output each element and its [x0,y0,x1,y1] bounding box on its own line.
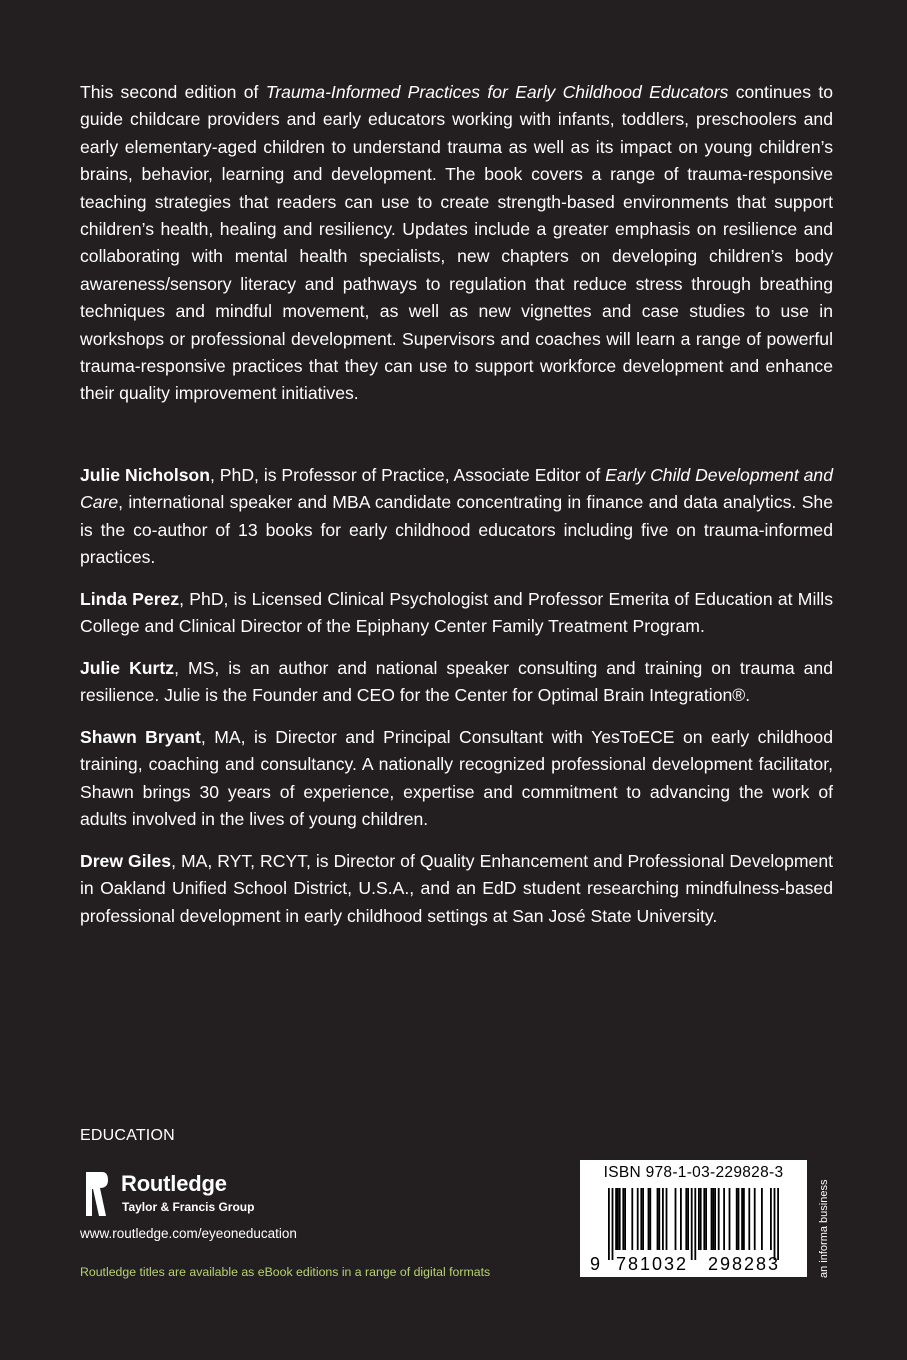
author-bio-text: , MA, is Director and Principal Consultant with YesToECE on early childhood training, coaching and consultancy. A nationally recognized professional development facilitator, Shawn brings 30 years of experience, expertise and commitment to advancing the work of adults involved in the lives of young children. [80,727,833,830]
barcode-digits-left: 781032 [615,1254,689,1274]
barcode-bar [666,1188,668,1250]
barcode-bar [608,1188,610,1260]
author-bio-kurtz [80,655,833,710]
barcode-bar [649,1188,651,1250]
barcode-bar [691,1188,693,1260]
author-name: Julie Nicholson [80,465,211,485]
author-bio-giles [80,848,833,930]
barcode-bar [612,1188,614,1260]
barcode-bar [694,1188,696,1260]
barcode-bar [662,1188,664,1250]
barcode-bar [741,1188,743,1250]
blurb-body: continues to guide childcare providers and early educators working with infants, toddlers, preschoolers and early elementary-aged children to understand trauma as well as its impact on young children’s brains, behavior, learning and development. The book covers a range of trauma-responsive teaching strategies that readers can use to create strength-based environments that support children’s health, healing and resiliency. Updates include a greater emphasis on resilience and collaborating with mental health specialists, new chapters on developing children’s body awareness/sensory literacy and pathways to regulation that reduce stress through breathing techniques and mindful movement, as well as new vignettes and case studies to use in workshops or professional development. Supervisors and coaches will learn a range of powerful trauma-responsive practices that they can use to support workforce development and enhance their quality improvement initiatives. [80,82,833,404]
author-bio-text: , PhD, is Professor of Practice, Associate Editor of [210,465,606,485]
barcode-bar [712,1188,714,1250]
back-cover-blurb [80,79,833,408]
barcode-digits-right: 298283 [707,1254,781,1274]
barcode-bar [687,1188,689,1250]
barcode-bar [718,1188,720,1250]
barcode-bar [640,1188,642,1250]
barcode-bar [736,1188,738,1250]
barcode-bar [705,1188,707,1250]
author-bio-nicholson [80,462,833,572]
barcode-bar [642,1188,644,1250]
author-bio-text: , MS, is an author and national speaker consulting and training on trauma and resilience. Julie is the Founder and CEO for the Center for Optimal Brain Integration®. [80,658,833,706]
barcode-digit-first: 9 [589,1254,601,1274]
barcode-bar [738,1188,740,1250]
informa-business-text: an informa business [818,1179,830,1278]
barcode-bar [700,1188,702,1250]
barcode-bar [624,1188,626,1250]
publisher-url[interactable]: www.routledge.com/eyeoneducation [80,1226,297,1241]
barcode-bar [714,1188,716,1250]
barcode-bar [770,1188,772,1250]
barcode-bar [617,1188,619,1250]
barcode-bar [698,1188,700,1250]
ebook-availability-note: Routledge titles are available as eBook editions in a range of digital formats [80,1265,491,1279]
barcode-bar [657,1188,659,1250]
barcode-bar [703,1188,705,1250]
barcode-bar [685,1188,687,1250]
blurb-book-title: Trauma-Informed Practices for Early Childhood Educators [265,82,729,102]
isbn-label: ISBN 978-1-03-229828-3 [603,1164,784,1181]
subject-category: EDUCATION [80,1127,175,1144]
barcode-bar [729,1188,731,1250]
author-bio-bryant [80,724,833,834]
journal-title: Early Child Development and Care [80,465,833,513]
barcode-bar [761,1188,763,1250]
author-bio-text: , MA, RYT, RCYT, is Director of Quality Enhancement and Professional Development in Oakland Unified School District, U.S.A., and an EdD student researching mindfulness-based professional development in early childhood settings at San José State University. [80,851,833,926]
author-name: Drew Giles [80,851,172,871]
barcode-bar [619,1188,621,1250]
publisher-group: Taylor & Francis Group [122,1200,255,1214]
barcode-bars [580,1160,807,1277]
author-bio-perez [80,586,833,641]
author-name: Linda Perez [80,589,180,609]
publisher-name: Routledge [121,1171,227,1196]
barcode-bar [754,1188,756,1250]
blurb-intro: This second edition of [80,82,266,102]
barcode-bar [615,1188,617,1250]
isbn-barcode [580,1160,807,1277]
barcode-bar [723,1188,725,1250]
svg-text:ROUTLEDGE: ROUTLEDGE [81,1176,86,1209]
barcode-bar [680,1188,682,1250]
author-bio-text: , international speaker and MBA candidate concentrating in finance and data analytics. She is the co-author of 13 books for early childhood educators including five on trauma-informed practices. [80,492,833,568]
barcode-bar [748,1188,750,1250]
barcode-bar [631,1188,633,1250]
barcode-bar [675,1188,677,1250]
barcode-bar [774,1188,776,1260]
author-name: Shawn Bryant [80,727,201,747]
barcode-bar [711,1188,713,1250]
author-bio-text: , PhD, is Licensed Clinical Psychologist and Professor Emerita of Education at Mills College and Clinical Director of the Epiphany Center Family Treatment Program. [80,589,833,637]
barcode-bar [658,1188,660,1250]
barcode-bar [622,1188,624,1250]
barcode-bar [637,1188,639,1250]
barcode-bar [777,1188,779,1260]
barcode-bar [648,1188,650,1250]
barcode-bar [743,1188,745,1250]
routledge-logo-icon [80,1166,110,1222]
author-name: Julie Kurtz [80,658,175,678]
